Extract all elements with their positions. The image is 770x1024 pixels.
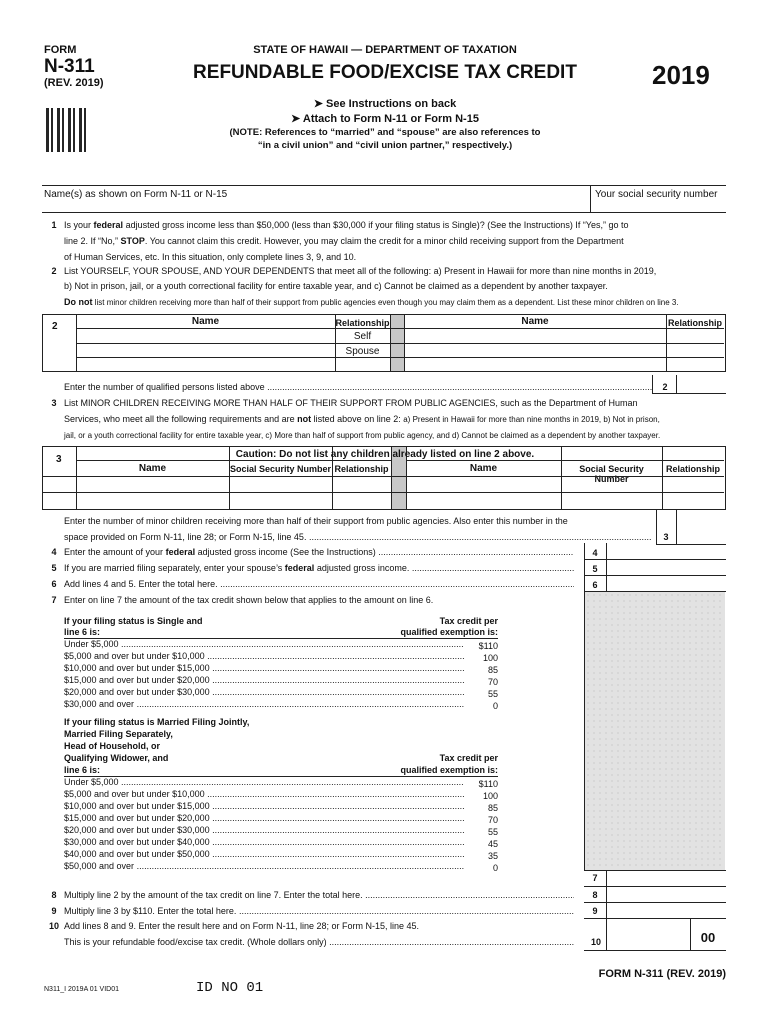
line-4-number: 4: [51, 547, 57, 557]
single-credit-header-1: Tax credit per: [439, 616, 498, 626]
credit-range: $40,000 and over but under $50,000 .....: [64, 849, 464, 859]
credit-value: $110: [478, 779, 498, 789]
line-9-box-number: 9: [592, 906, 598, 916]
table-2-name-input[interactable]: [78, 330, 333, 342]
footer-code: N311_I 2019A 01 VID01: [44, 986, 119, 993]
line-2-count-input[interactable]: [678, 377, 724, 392]
single-header-2: line 6 is:: [64, 627, 101, 637]
married-credit-header-1: Tax credit per: [439, 753, 498, 763]
line-6-number: 6: [51, 579, 57, 589]
table-3-name-input[interactable]: [78, 478, 227, 491]
line-10-cents: 00: [700, 930, 716, 945]
line-5-text: If you are married filing separately, enter your spouse’s federal adjusted gross income. .....: [64, 562, 574, 574]
credit-range: $50,000 and over .....: [64, 861, 464, 871]
table-2-relationship-header: Relationship: [335, 318, 390, 328]
agency-title: STATE OF HAWAII — DEPARTMENT OF TAXATION: [253, 44, 517, 56]
married-header-3: Head of Household, or: [64, 741, 161, 751]
married-header-2: Married Filing Separately,: [64, 729, 173, 739]
table-3-ssn2-header: Social Security Number: [579, 464, 644, 484]
single-credit-header-2: qualified exemption is:: [400, 627, 498, 637]
footer-id-number: ID NO 01: [196, 980, 264, 996]
line-1-text-2: line 2. If “No,” STOP. You cannot claim this credit. However, you may claim the credit for a minor child receiving support from the Department: [64, 236, 624, 246]
single-header-1: If your filing status is Single and: [64, 616, 203, 626]
credit-row: [64, 675, 498, 687]
credit-row: [64, 813, 498, 825]
table-3-relationship-header: Relationship: [334, 464, 389, 474]
name-input[interactable]: [44, 198, 588, 211]
note-line-1: (NOTE: References to “married” and “spouse” are also references to: [229, 127, 541, 138]
credit-value: 0: [492, 701, 498, 711]
ssn-input[interactable]: [592, 198, 724, 211]
credit-range: $20,000 and over but under $30,000 .....: [64, 825, 464, 835]
line-3-table-label: 3: [56, 454, 62, 465]
credit-range: $15,000 and over but under $20,000 .....: [64, 813, 464, 823]
line-9-text: Multiply line 3 by $110. Enter the total here. .....: [64, 905, 574, 917]
credit-row: [64, 861, 498, 873]
line-5-number: 5: [51, 563, 57, 573]
line-3-enter-text-1: Enter the number of minor children receiving more than half of their support from public agencies. Also enter this number in the: [64, 516, 568, 526]
table-2-name2-input[interactable]: [406, 330, 664, 342]
line-1-text-3: of Human Services, etc. In this situation, only complete lines 3, 9, and 10.: [64, 252, 357, 262]
see-instructions: ➤ See Instructions on back: [313, 98, 457, 110]
table-2-name2-header: Name: [521, 316, 549, 327]
line-8-number: 8: [51, 890, 57, 900]
married-credit-header-2: qualified exemption is:: [400, 765, 498, 775]
line-10-input[interactable]: [608, 922, 688, 946]
credit-value: 55: [487, 689, 498, 699]
credit-value: 85: [487, 665, 498, 675]
line-9-input[interactable]: [608, 904, 724, 917]
line-3-text-2: Services, who meet all the following requirements and are not listed above on line 2: a) Present in Hawaii for more than nine months in 2019, b) Not in prison,: [64, 414, 660, 424]
credit-value: 70: [487, 677, 498, 687]
credit-value: $110: [478, 641, 498, 651]
credit-row: [64, 849, 498, 861]
line-3-number: 3: [51, 398, 57, 408]
credit-range: $5,000 and over but under $10,000 .....: [64, 651, 464, 661]
line-2-box-number: 2: [662, 382, 668, 392]
line-10-text-1: Add lines 8 and 9. Enter the result here and on Form N-11, line 28; or Form N-15, line 45.: [64, 921, 420, 931]
form-number: N-311: [44, 56, 95, 77]
table-3-relationship2-header: Relationship: [665, 464, 720, 474]
credit-row: [64, 837, 498, 849]
line-4-input[interactable]: [608, 545, 724, 558]
line-5-input[interactable]: [608, 561, 724, 574]
footer-form-id: FORM N-311 (REV. 2019): [598, 968, 726, 980]
line-7-input[interactable]: [608, 872, 724, 885]
table-3-ssn-header: Social Security Number: [229, 464, 332, 474]
line-7-box-number: 7: [592, 873, 598, 883]
credit-row: [64, 789, 498, 801]
line-10-text-2: This is your refundable food/excise tax credit. (Whole dollars only) .....: [64, 936, 574, 948]
form-title: REFUNDABLE FOOD/EXCISE TAX CREDIT: [193, 62, 577, 83]
credit-row: [64, 777, 498, 789]
credit-row: [64, 699, 498, 711]
married-header-1: If your filing status is Married Filing Jointly,: [64, 717, 250, 727]
table-3-name2-header: Name: [469, 463, 498, 474]
credit-range: $20,000 and over but under $30,000 .....: [64, 687, 464, 697]
line-6-input[interactable]: [608, 577, 724, 590]
credit-range: $10,000 and over but under $15,000 .....: [64, 663, 464, 673]
line-8-text: Multiply line 2 by the amount of the tax credit on line 7. Enter the total here. .....: [64, 889, 574, 901]
married-header-5: line 6 is:: [64, 765, 101, 775]
table-3-name-header: Name: [138, 463, 167, 474]
credit-range: $5,000 and over but under $10,000 .....: [64, 789, 464, 799]
line-8-input[interactable]: [608, 888, 724, 901]
form-revision: (REV. 2019): [44, 77, 104, 89]
line-7-number: 7: [51, 595, 57, 605]
table-2-name-header: Name: [191, 316, 220, 327]
credit-value: 35: [487, 851, 498, 861]
credit-value: 0: [492, 863, 498, 873]
line-2-enter-text: Enter the number of qualified persons listed above .....: [64, 381, 652, 393]
line-1-text-1: Is your federal adjusted gross income less than $50,000 (less than $30,000 if your filing status is Single)? (See the Instructions) If “Yes,” go to: [64, 220, 629, 230]
line-4-text: Enter the amount of your federal adjusted gross income (See the Instructions) .....: [64, 546, 574, 558]
line-10-number: 10: [48, 921, 59, 931]
credit-range: Under $5,000 .....: [64, 777, 464, 787]
line-2-table-label: 2: [52, 321, 58, 332]
credit-range: $30,000 and over but under $40,000 .....: [64, 837, 464, 847]
credit-row: [64, 801, 498, 813]
line-6-text: Add lines 4 and 5. Enter the total here. .....: [64, 578, 574, 590]
line-3-text-3: jail, or a youth correctional facility for entire taxable year, c) More than half of support from public agency, and d) Cannot be claimed as a dependent by another taxpayer.: [64, 431, 661, 440]
form-label: FORM: [44, 44, 77, 56]
table-2-relationship2-header: Relationship: [667, 318, 722, 328]
credit-range: Under $5,000 .....: [64, 639, 464, 649]
line-2-text-2: b) Not in prison, jail, or a youth correctional facility for entire taxable year, and c) Cannot be claimed as a dependent by another taxpayer.: [64, 281, 608, 291]
line-5-box-number: 5: [592, 564, 598, 574]
line-1-number: 1: [51, 220, 57, 230]
credit-row: [64, 639, 498, 651]
credit-value: 100: [482, 791, 498, 801]
credit-value: 55: [487, 827, 498, 837]
line-4-box-number: 4: [592, 548, 598, 558]
line-3-text-1: List MINOR CHILDREN RECEIVING MORE THAN HALF OF THEIR SUPPORT FROM PUBLIC AGENCIES, such as the Department of Human: [64, 398, 638, 408]
line-2-text-1: List YOURSELF, YOUR SPOUSE, AND YOUR DEPENDENTS that meet all of the following: a) Present in Hawaii for more than nine months in 2019,: [64, 266, 657, 276]
line-8-box-number: 8: [592, 890, 598, 900]
credit-row: [64, 825, 498, 837]
line-10-box-number: 10: [590, 937, 601, 947]
shaded-area: [585, 592, 725, 870]
line-2-number: 2: [51, 266, 57, 276]
line-3-box-number: 3: [663, 532, 669, 542]
name-field-label: Name(s) as shown on Form N-11 or N-15: [44, 189, 228, 200]
credit-value: 85: [487, 803, 498, 813]
credit-row: [64, 651, 498, 663]
tax-year: 2019: [652, 60, 710, 90]
line-6-box-number: 6: [592, 580, 598, 590]
ssn-field-label: Your social security number: [595, 189, 718, 200]
note-line-2: “in a civil union” and “civil union partner,” respectively.): [257, 140, 513, 151]
credit-range: $30,000 and over .....: [64, 699, 464, 709]
line-3-caution: Caution: Do not list any children already listed on line 2 above.: [235, 449, 535, 460]
self-relationship: Self: [353, 331, 372, 342]
line-9-number: 9: [51, 906, 57, 916]
line-2-text-3: Do not list minor children receiving more than half of their support from public agencies even though you may claim them as a dependent. List these minor children on line 3.: [64, 297, 679, 307]
credit-range: $10,000 and over but under $15,000 .....: [64, 801, 464, 811]
married-header-4: Qualifying Widower, and: [64, 753, 169, 763]
credit-value: 100: [482, 653, 498, 663]
credit-range: $15,000 and over but under $20,000 .....: [64, 675, 464, 685]
table-3-ssn-input[interactable]: [231, 478, 330, 491]
attach-instructions: ➤ Attach to Form N-11 or Form N-15: [291, 113, 479, 125]
line-7-text: Enter on line 7 the amount of the tax credit shown below that applies to the amount on line 6.: [64, 595, 434, 605]
credit-row: [64, 687, 498, 699]
line-3-count-input[interactable]: [678, 528, 724, 543]
credit-row: [64, 663, 498, 675]
credit-value: 45: [487, 839, 498, 849]
spouse-relationship: Spouse: [345, 346, 380, 357]
line-3-enter-text-2: space provided on Form N-11, line 28; or Form N-15, line 45. .....: [64, 531, 652, 543]
credit-value: 70: [487, 815, 498, 825]
